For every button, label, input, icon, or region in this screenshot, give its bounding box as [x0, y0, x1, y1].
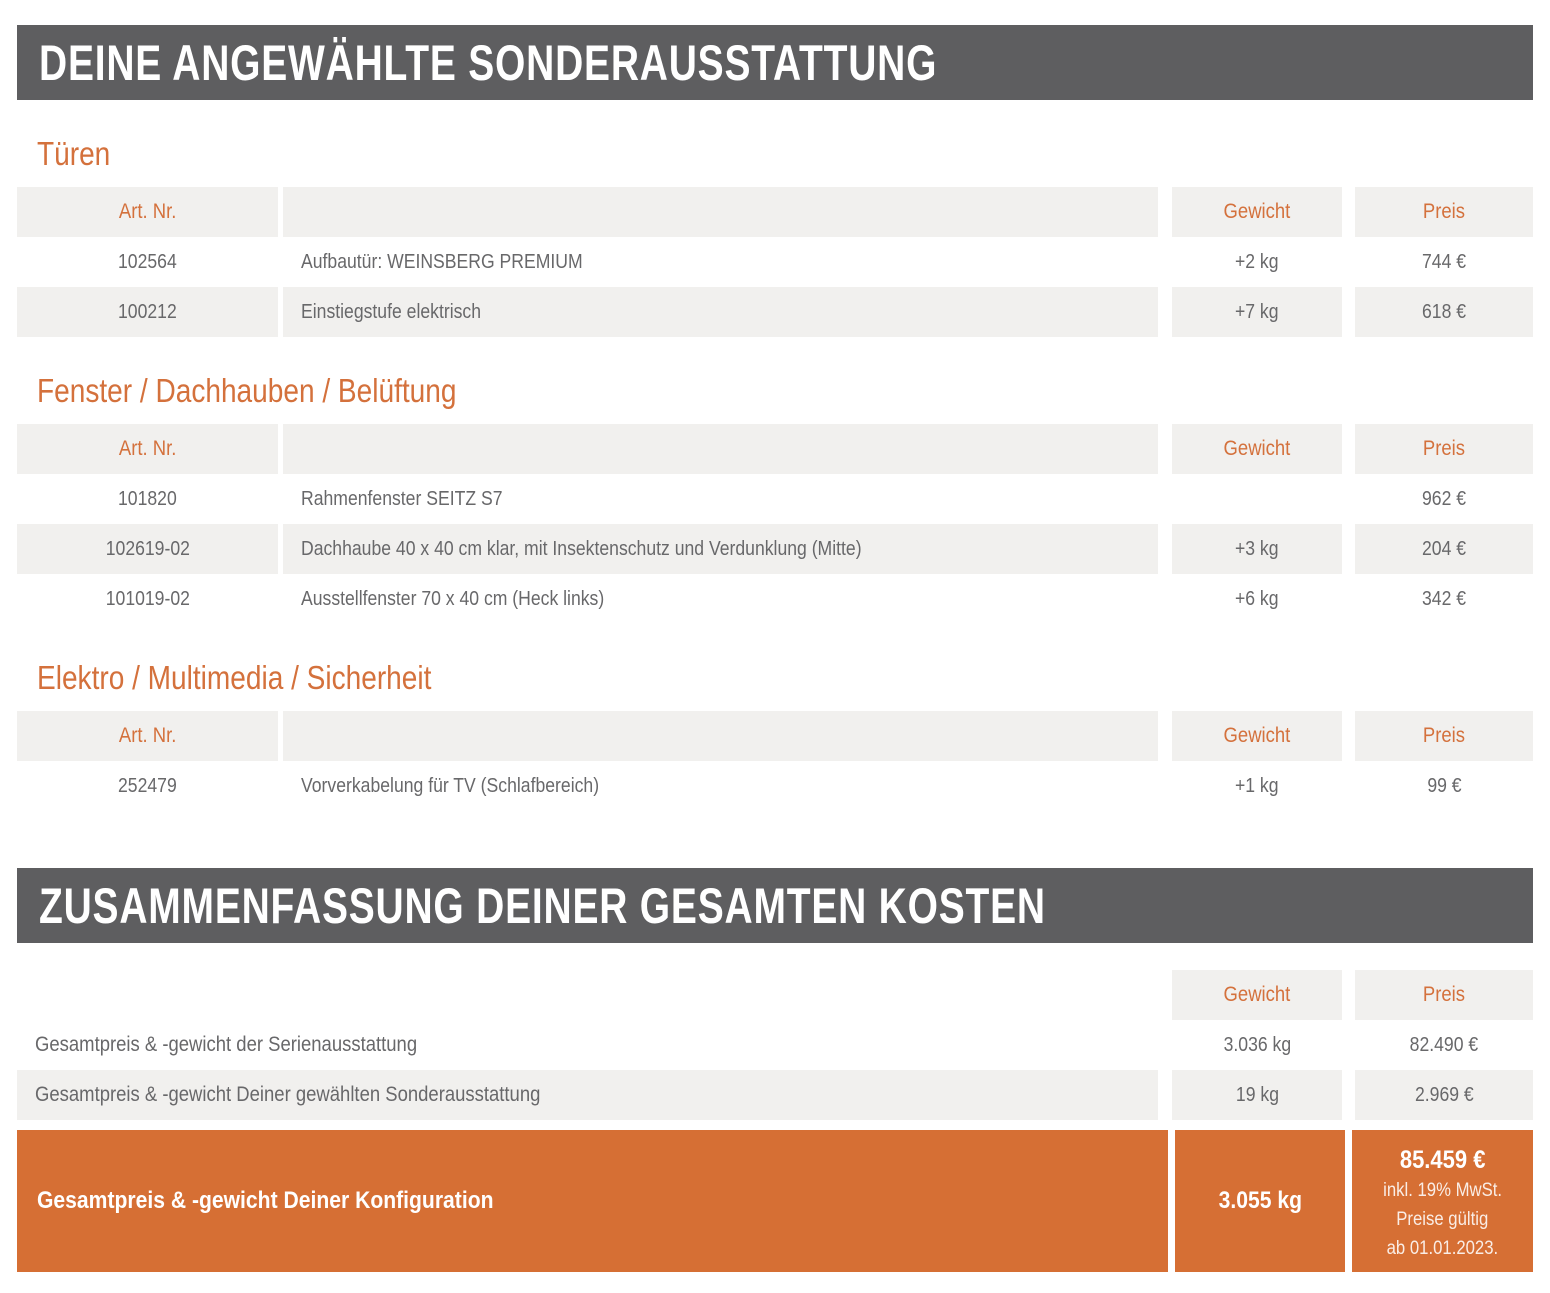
description-header-cell [283, 424, 1158, 474]
gewicht-cell: +2 kg [1235, 250, 1279, 273]
table-row [17, 761, 1533, 811]
table-fenster [17, 424, 1533, 624]
preis-header-cell: Preis [1355, 711, 1533, 761]
art-nr-header-cell: Art. Nr. [17, 711, 278, 761]
price-validity-date-line: ab 01.01.2023. [1386, 1237, 1499, 1259]
table-header-row [17, 187, 1533, 237]
section-heading-elektro: Elektro / Multimedia / Sicherheit [37, 659, 432, 696]
total-preis-value: 85.459 € [1399, 1145, 1486, 1174]
preis-cell: 618 € [1355, 287, 1533, 337]
preis-header-cell: Preis [1355, 187, 1533, 237]
preis-cell: 342 € [1421, 587, 1467, 610]
preis-cell: 82.490 € [1409, 1033, 1479, 1056]
art-nr-cell: 100212 [17, 287, 278, 337]
summary-row-sonderausstattung [17, 1070, 1533, 1120]
total-label: Gesamtpreis & -gewicht Deiner Konfiguration [37, 1187, 494, 1214]
preis-cell: 204 € [1355, 524, 1533, 574]
description-header-cell [283, 187, 1158, 237]
gewicht-cell: +1 kg [1235, 774, 1279, 797]
gewicht-header-cell: Gewicht [1172, 424, 1342, 474]
description-cell: Vorverkabelung für TV (Schlafbereich) [301, 774, 600, 797]
gewicht-cell [1172, 474, 1342, 524]
description-cell: Einstiegstufe elektrisch [283, 287, 1158, 337]
art-nr-header-cell: Art. Nr. [17, 424, 278, 474]
table-header-row [17, 711, 1533, 761]
description-cell: Ausstellfenster 70 x 40 cm (Heck links) [301, 587, 605, 610]
table-header-row [17, 424, 1533, 474]
art-nr-cell: 101019-02 [105, 587, 190, 610]
total-label-cell [17, 1130, 1168, 1272]
total-gewicht-value: 3.055 kg [1218, 1187, 1302, 1214]
price-validity-line: Preise gültig [1396, 1208, 1489, 1230]
gewicht-cell: 19 kg [1172, 1070, 1342, 1120]
art-nr-cell: 102564 [118, 250, 177, 273]
preis-cell: 962 € [1421, 487, 1467, 510]
total-gewicht-cell [1175, 1130, 1345, 1272]
total-bar [17, 1130, 1533, 1272]
gewicht-cell: +7 kg [1172, 287, 1342, 337]
summary-table [17, 970, 1533, 1120]
gewicht-header-cell: Gewicht [1172, 970, 1342, 1020]
preis-cell: 99 € [1426, 774, 1462, 797]
table-row [17, 574, 1533, 624]
table-elektro [17, 711, 1533, 811]
vat-note-line: inkl. 19% MwSt. [1383, 1179, 1502, 1201]
summary-header-spacer [17, 970, 1158, 1020]
summary-header-row [17, 970, 1533, 1020]
table-tueren [17, 187, 1533, 337]
gewicht-cell: 3.036 kg [1223, 1033, 1291, 1056]
preis-cell: 744 € [1421, 250, 1467, 273]
preis-header-cell: Preis [1355, 424, 1533, 474]
summary-title: ZUSAMMENFASSUNG DEINER GESAMTEN KOSTEN [39, 877, 1046, 934]
table-row [17, 237, 1533, 287]
section-heading-tueren: Türen [37, 135, 111, 172]
gewicht-header-cell: Gewicht [1172, 711, 1342, 761]
summary-description-cell: Gesamtpreis & -gewicht der Serienausstattung [35, 1033, 418, 1056]
preis-cell: 2.969 € [1355, 1070, 1533, 1120]
art-nr-cell: 102619-02 [17, 524, 278, 574]
table-row [17, 524, 1533, 574]
table-row [17, 287, 1533, 337]
summary-header-bar [17, 868, 1533, 943]
art-nr-cell: 252479 [118, 774, 177, 797]
selected-options-header-bar [17, 25, 1533, 100]
table-row [17, 474, 1533, 524]
art-nr-cell: 101820 [118, 487, 177, 510]
summary-row-serienausstattung [17, 1020, 1533, 1070]
preis-header-cell: Preis [1355, 970, 1533, 1020]
description-cell: Dachhaube 40 x 40 cm klar, mit Insektenschutz und Verdunklung (Mitte) [283, 524, 1158, 574]
art-nr-header-cell: Art. Nr. [17, 187, 278, 237]
section-heading-fenster: Fenster / Dachhauben / Belüftung [37, 372, 457, 409]
description-cell: Rahmenfenster SEITZ S7 [301, 487, 503, 510]
gewicht-cell: +3 kg [1172, 524, 1342, 574]
gewicht-cell: +6 kg [1235, 587, 1279, 610]
description-cell: Aufbautür: WEINSBERG PREMIUM [301, 250, 583, 273]
gewicht-header-cell: Gewicht [1172, 187, 1342, 237]
section-gap [17, 811, 1533, 868]
total-preis-cell [1352, 1130, 1533, 1272]
description-header-cell [283, 711, 1158, 761]
selected-options-title: DEINE ANGEWÄHLTE SONDERAUSSTATTUNG [39, 34, 938, 91]
summary-description-cell: Gesamtpreis & -gewicht Deiner gewählten Sonderausstattung [17, 1070, 1158, 1120]
